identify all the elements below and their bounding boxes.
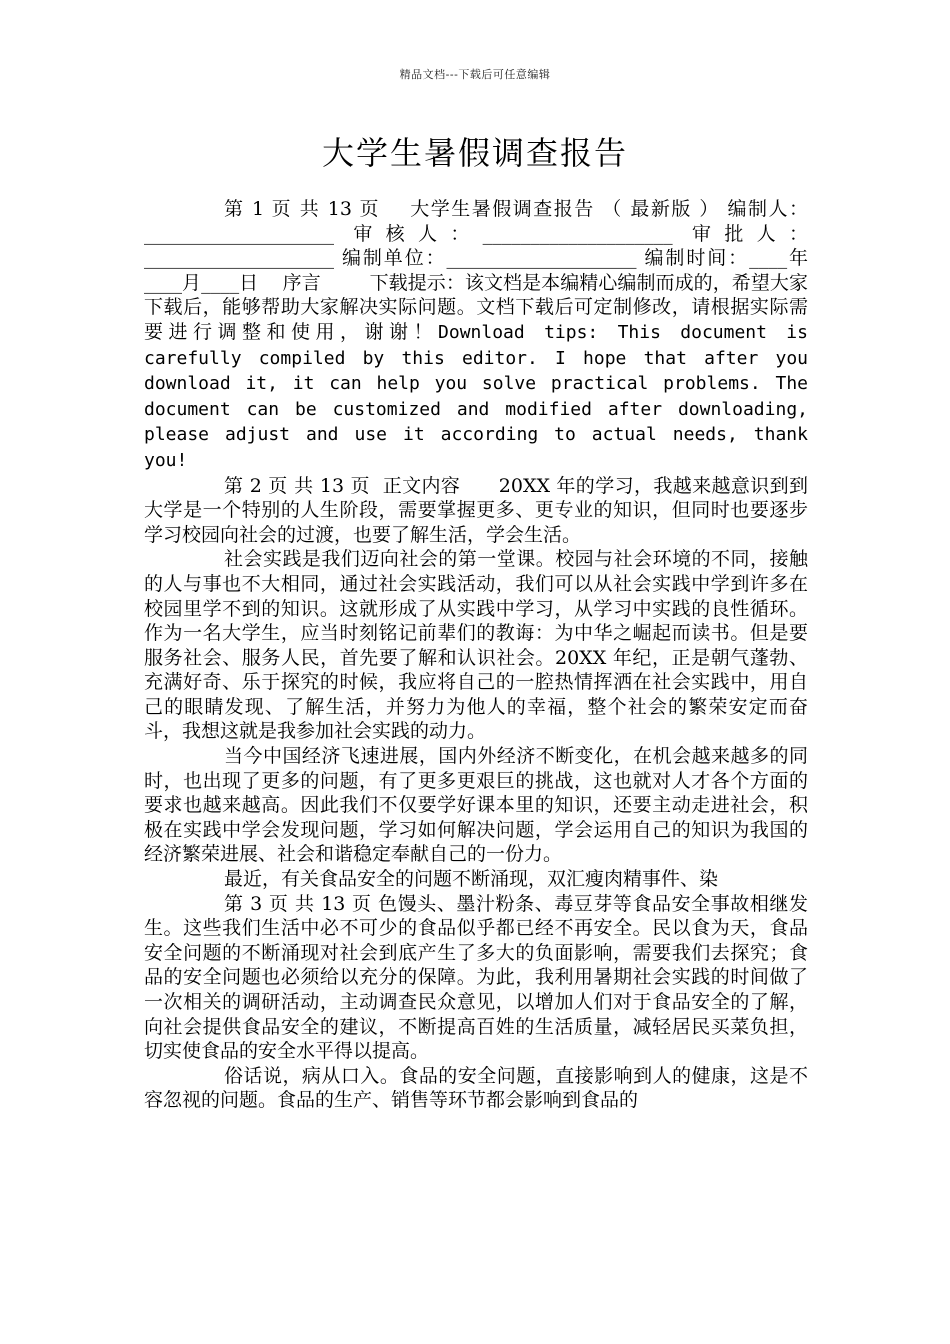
download-tip-english: Download tips: This document is carefully compiled by this editor. I hope that after you download it, it can help you solve practical problems. The document can be customized and modified after downloading, please adjust and use it according to actual needs, thank you! <box>144 321 808 471</box>
header-note: 精品文档---下载后可任意编辑 <box>399 68 551 81</box>
preface-label: 序言 <box>282 271 321 294</box>
download-tip-chinese: 下载提示：该文档是本编精心编制而成的，希望大家下载后，能够帮助大家解决实际问题。文档下载后可定制修改，请根据实际需要进行调整和使用，谢谢！ <box>144 271 808 343</box>
page3-block <box>144 892 808 1064</box>
page-marker-1: 第 1 页 共 13 页 <box>224 198 381 220</box>
document-body <box>144 197 808 1113</box>
paragraph-2: 社会实践是我们迈向社会的第一堂课。校园与社会环境的不同，接触的人与事也不大相同，通过社会实践活动，我们可以从社会实践中学到许多在校园里学不到的知识。这就形成了从实践中学习，从学习中实践的良性循环。作为一名大学生，应当时刻铭记前辈们的教诲：为中华之崛起而读书。但是要服务社会、服务人民，首先要了解和认识社会。20XX 年纪，正是朝气蓬勃、充满好奇、乐于探究的时候，我应将自己的一腔热情挥洒在社会实践中，用自己的眼睛发现、了解生活，并努力为他人的幸福，整个社会的繁荣安定而奋斗，我想这就是我参加社会实践的动力。 <box>144 548 808 743</box>
page-marker-3: 第 3 页 共 13 页 <box>224 892 372 915</box>
document-title: 大学生暑假调查报告 <box>321 134 628 172</box>
page2-intro <box>144 474 808 548</box>
body-label: 正文内容 <box>382 474 461 497</box>
paragraph-1: 20XX 年的学习，我越来越意识到到大学是一个特别的人生阶段，需要掌握更多、更专业的知识，但同时也要逐步学习校园向社会的过渡，也要了解生活，学会生活。 <box>144 474 808 546</box>
page-marker-2: 第 2 页 共 13 页 <box>224 474 370 497</box>
page1-heading: 大学生暑假调查报告 （ 最新版 ） <box>410 198 720 220</box>
page1-block <box>144 197 808 474</box>
metadata-fields: 编制人：____________________ 审核人：____________________ 审批人：____________________ 编制单位：____________________ 编制时间：____年____月____日 <box>144 198 808 294</box>
paragraph-4-start: 最近，有关食品安全的问题不断涌现，双汇瘦肉精事件、染 <box>224 868 719 891</box>
paragraph-5: 俗话说，病从口入。食品的安全问题，直接影响到人的健康，这是不容忽视的问题。食品的生产、销售等环节都会影响到食品的 <box>144 1064 808 1112</box>
paragraph-4-continued: 色馒头、墨汁粉条、毒豆芽等食品安全事故相继发生。这些我们生活中必不可少的食品似乎都已经不再安全。民以食为天，食品安全问题的不断涌现对社会到底产生了多大的负面影响，需要我们去探究；食品的安全问题也必须给以充分的保障。为此，我利用暑期社会实践的时间做了一次相关的调研活动，主动调查民众意见，以增加人们对于食品安全的了解，向社会提供食品安全的建议，不断提高百姓的生活质量，减轻居民买菜负担，切实使食品的安全水平得以提高。 <box>144 892 808 1063</box>
paragraph-3: 当今中国经济飞速进展，国内外经济不断变化，在机会越来越多的同时，也出现了更多的问题，有了更多更艰巨的挑战，这也就对人才各个方面的要求也越来越高。因此我们不仅要学好课本里的知识，还要主动走进社会，积极在实践中学会发现问题，学习如何解决问题，学会运用自己的知识为我国的经济繁荣进展、社会和谐稳定奉献自己的一份力。 <box>144 745 808 866</box>
